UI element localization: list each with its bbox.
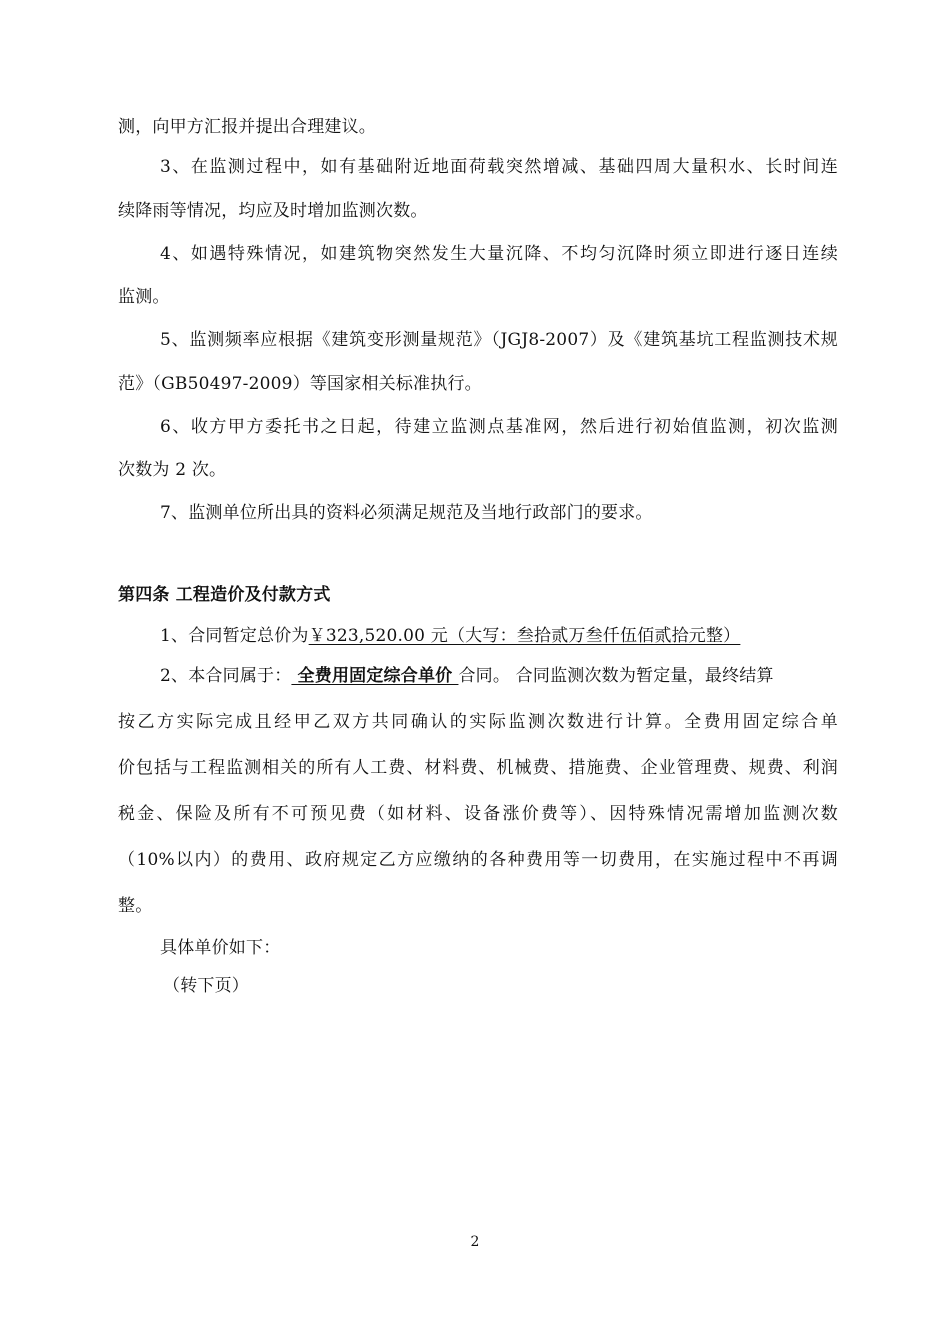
item-4-line-2: 监测。 [118,287,170,307]
page-number: 2 [470,1234,480,1250]
contract-type-suffix: 合同。 合同监测次数为暂定量，最终结算 [458,666,774,686]
item-4-line-1: 4、如遇特殊情况，如建筑物突然发生大量沉降、不均匀沉降时须立即进行逐日连续 [160,244,838,264]
contract-terms-line-2: 按乙方实际完成且经甲乙双方共同确认的实际监测次数进行计算。全费用固定综合单 [118,712,838,732]
item-3-line-2: 续降雨等情况，均应及时增加监测次数。 [118,201,428,221]
contract-type-line [160,665,838,687]
contract-terms-line-4: 税金、保险及所有不可预见费（如材料、设备涨价费等）、因特殊情况需增加监测次数 [118,804,838,824]
item-3-line-1: 3、在监测过程中，如有基础附近地面荷载突然增减、基础四周大量积水、长时间连 [160,157,838,177]
paragraph-line: 测，向甲方汇报并提出合理建议。 [118,117,376,137]
contract-price-line [160,625,838,647]
contract-price-amount: ￥323,520.00 元（大写：叁拾贰万叁仟伍佰贰拾元整） [308,626,741,646]
contract-terms-line-3: 价包括与工程监测相关的所有人工费、材料费、机械费、措施费、企业管理费、规费、利润 [118,758,838,778]
contract-type-value: 全费用固定综合单价 [291,666,459,686]
contract-price-label: 1、合同暂定总价为 [160,626,309,646]
item-5-line-2: 范》（GB50497-2009）等国家相关标准执行。 [118,374,482,394]
unit-price-intro: 具体单价如下： [160,938,281,958]
item-6-line-2: 次数为 2 次。 [118,460,227,480]
section-heading: 第四条 工程造价及付款方式 [118,585,331,605]
contract-terms-line-5: （10%以内）的费用、政府规定乙方应缴纳的各种费用等一切费用，在实施过程中不再调 [118,850,838,870]
item-6-line-1: 6、收方甲方委托书之日起，待建立监测点基准网，然后进行初始值监测，初次监测 [160,417,838,437]
continued-note: （转下页） [163,976,249,996]
item-7-line-1: 7、监测单位所出具的资料必须满足规范及当地行政部门的要求。 [160,503,653,523]
contract-terms-line-6: 整。 [118,896,153,916]
contract-type-label: 2、本合同属于： [160,666,292,686]
item-5-line-1: 5、监测频率应根据《建筑变形测量规范》（JGJ8-2007）及《建筑基坑工程监测技术规 [160,330,838,350]
